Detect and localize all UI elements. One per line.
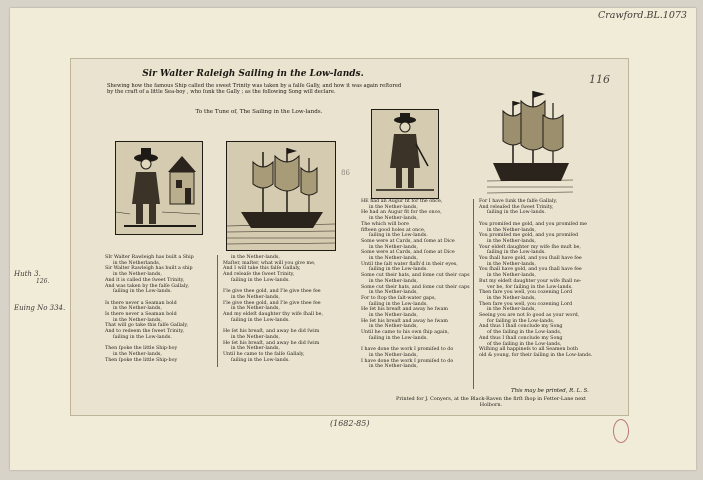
verse-line: SIr Walter Rawleigh has built a Ship [105, 255, 194, 260]
verse-line: Until the ſalt water flaſh'd in their eyes, [361, 261, 458, 267]
verse-line: fifteen good holes at once, [361, 227, 426, 233]
verse-line: ſailing in the Low-lands. [369, 233, 428, 239]
date-note: (1682-85) [330, 419, 370, 428]
verse-line: in the Nether-lands, [231, 294, 280, 300]
verse-line: ſailing in the Low-lands. [369, 335, 428, 341]
broadside-sheet [70, 58, 629, 416]
verse-line: ſailing in the Low-lands. [487, 250, 546, 256]
verse-line: in the Nether-lands, [113, 351, 162, 357]
verse-line: I have done the work I promiſed to do [361, 347, 454, 353]
library-stamp [613, 419, 629, 443]
verse-column-2 [223, 255, 323, 363]
verse-line: And to redeem the ſweet Trinity, [105, 329, 185, 335]
verse-line: for ſailing in the Low-lands. [487, 318, 555, 324]
verse-line: And thus I ſhall conclude my Song [479, 324, 563, 330]
woodcut-ship-1 [226, 141, 336, 251]
woodcut-ship-2 [487, 85, 573, 199]
column-divider-1 [217, 255, 218, 367]
woodcut-standing-man [371, 109, 439, 199]
verse-column-1 [105, 255, 194, 363]
verse-line: in the Nether-lands, [487, 261, 536, 267]
verse-line: in the Netherlands, [113, 260, 161, 266]
verse-line: Some were at Cards, and ſome at Dice [361, 238, 455, 244]
verse-line: Some cut their hats, and ſome cut their caps [361, 284, 470, 290]
verse-line: And was taken by the falſe Gallaly, [105, 283, 189, 289]
verse-line: old & young, for their ſailing in the Low-lands. [479, 352, 593, 358]
verse-line: in the Nether-lands, [369, 204, 418, 210]
verse-line: He ſet his breaſt and away he ſwam [361, 307, 448, 313]
verse-line: in the Nether-lands, [487, 227, 536, 233]
verse-line: Then ſpoke the little Ship-boy [105, 346, 178, 352]
verse-line: in the Nether-lands, [487, 295, 536, 301]
verse-line: ſailing in the Low-lands. [231, 357, 290, 363]
verse-line: He had an Augur fit for the once, [361, 210, 442, 216]
verse-line: Is there never a Seaman bold [105, 312, 177, 318]
verse-line: And I will take this falſe Gallaly, [223, 266, 301, 272]
verse-line: ſailing in the Low-lands. [369, 267, 428, 273]
verse-line: in the Nether-lands, [369, 364, 418, 370]
verse-line: For to ſtop the ſalt-water gaps, [361, 295, 436, 301]
verse-line: That will go take this falſe Gallaly, [105, 323, 188, 329]
verse-line: in the Nether-lands, [369, 352, 418, 358]
huth-number-note: 126. [36, 278, 50, 285]
verse-line: Some were at Cards, and ſome at Dice [361, 250, 455, 256]
verse-line: in the Nether-lands, [487, 238, 536, 244]
verse-line: And thus I ſhall conclude my Song [479, 335, 563, 341]
license-line: This may be printed, R. L. S. [511, 388, 589, 394]
verse-line: He ſet his breaſt, and away he did ſwim [223, 329, 320, 335]
verse-line: ſailing in the Low-lands. [231, 317, 290, 323]
verse-line: And it is called the ſweet Trinity, [105, 277, 185, 283]
page-number: 116 [589, 73, 610, 86]
verse-line: Then fare you well, you cozening Lord [479, 290, 573, 296]
verse-line: I'le give thee gold, and I'le give thee fee [223, 289, 321, 295]
verse-line: in the Nether-lands, [369, 256, 418, 262]
verse-line: For I have ſunk the falſe Gallaly, [479, 199, 558, 204]
verse-line: in the Nether-lands, [231, 334, 280, 340]
verse-line: Your eldeſt daughter my wife ſhe muſt be, [479, 244, 581, 250]
verse-line: in the Nether-lands, [369, 324, 418, 330]
huth-note: Huth 3. [14, 270, 41, 278]
verse-line: in the Nether-lands, [487, 273, 536, 279]
verse-line: in the Nether-lands, [113, 306, 162, 312]
verse-line: in the Nether-lands, [369, 313, 418, 319]
verse-line: ver be, for ſailing in the Low-lands. [487, 284, 573, 290]
verse-line: But my eldeſt daughter your wife ſhall ne- [479, 278, 582, 284]
verse-line: in the Nether-lands, [113, 317, 162, 323]
verse-line: And my eldeſt daughter thy wife ſhall be, [223, 312, 323, 318]
verse-line: I have done the work I promiſed to do [361, 358, 454, 364]
verse-line: in the Nether-lands, [231, 306, 280, 312]
verse-line: ſailing in the Low-lands. [231, 277, 290, 283]
ship-illustration [227, 142, 335, 250]
verse-line: The which will bore [361, 221, 410, 227]
verse-line: in the Nether-lands, [369, 290, 418, 296]
verse-line: in the Nether-lands, [231, 255, 280, 260]
verse-line: in the Nether-lands, [487, 307, 536, 313]
verse-line: And releaſed the ſweet Trinity, [479, 204, 554, 210]
verse-line: in the Nether-lands, [369, 278, 418, 284]
printer-imprint: Printed for J. Conyers, at the Black-Raven the firſt ſhop in Fetter-Lane next Holborn. [396, 396, 586, 408]
verse-column-4 [479, 199, 592, 359]
euing-note: Euing No 334. [14, 304, 66, 312]
ballad-subtitle: Shewing how the famous Ship called the sweet Trinity was taken by a falſe Gally, and how it was again reſtored by the craft of a little Sea-boy , who ſunk the Gally ; as the following Song will declare. [107, 83, 402, 96]
verse-line: HE had an Augur fit for the once, [361, 199, 443, 204]
verse-line: Sir Walter Rawleigh has built a ship [105, 266, 193, 272]
ballad-tune: To the Tune of, The Sailing in the Low-lands. [195, 109, 323, 115]
column-divider-2 [473, 199, 474, 389]
verse-line: You promiſed me gold, and you promiſed [479, 233, 579, 239]
verse-line: Until he came to his own ſhip again, [361, 330, 450, 336]
gentleman-illustration [116, 142, 202, 234]
verse-line: of the ſailing in the Low-lands, [487, 341, 562, 347]
verse-line: He ſet his breaſt and away he ſwam [361, 318, 448, 324]
verse-line: in the Nether-lands, [231, 346, 280, 352]
verse-line: Is there never a Seaman bold [105, 300, 177, 306]
verse-line: Then fare you well, you cozening Lord [479, 301, 573, 307]
verse-line: Seeing you are not ſo good as your word, [479, 313, 580, 319]
verse-line: Some cut their hats, and ſome cut their caps [361, 273, 470, 279]
galleon-illustration [487, 85, 573, 199]
verse-line: in the Nether-lands, [113, 272, 162, 278]
ballad-title: Sir Walter Raleigh Sailing in the Low-lands. [142, 69, 364, 79]
verse-line: ſailing in the Low-lands. [113, 289, 172, 295]
verse-line: You ſhall have gold, and you ſhall have fee [479, 256, 582, 262]
verse-line: You ſhall have gold, and you ſhall have fee [479, 267, 582, 273]
verse-line: ſailing in the Low-lands. [487, 210, 546, 216]
verse-line: ſailing in the Low-lands. [113, 334, 172, 340]
pencil-number: 86 [341, 169, 350, 177]
woodcut-gentleman-house [115, 141, 203, 235]
standing-man-illustration [372, 110, 438, 198]
verse-line: ſailing in the Low-lands. [369, 301, 428, 307]
verse-line: Until he came to the falſe Gallaly, [223, 351, 305, 357]
verse-column-3 [361, 199, 470, 370]
catalog-note: Crawford.BL.1073 [598, 10, 687, 21]
verse-line: I'le give thee gold, and I'le give thee fee [223, 300, 321, 306]
verse-line: Wiſhing all happineſs to all Seamen both [479, 347, 578, 353]
verse-line: in the Nether-lands, [369, 244, 418, 250]
verse-line: He ſet his breaſt, and away he did ſwim [223, 340, 320, 346]
verse-line: of the ſailing in the Low-lands, [487, 330, 562, 336]
verse-line: Then ſpoke the little Ship-boy [105, 357, 178, 363]
verse-line: And releaſe the ſweet Trinity, [223, 272, 295, 278]
verse-line: You promiſed me gold, and you promiſed me [479, 221, 588, 227]
verse-line: Maſter, maſter, what will you give me, [223, 260, 316, 266]
verse-line: in the Nether-lands, [369, 216, 418, 222]
